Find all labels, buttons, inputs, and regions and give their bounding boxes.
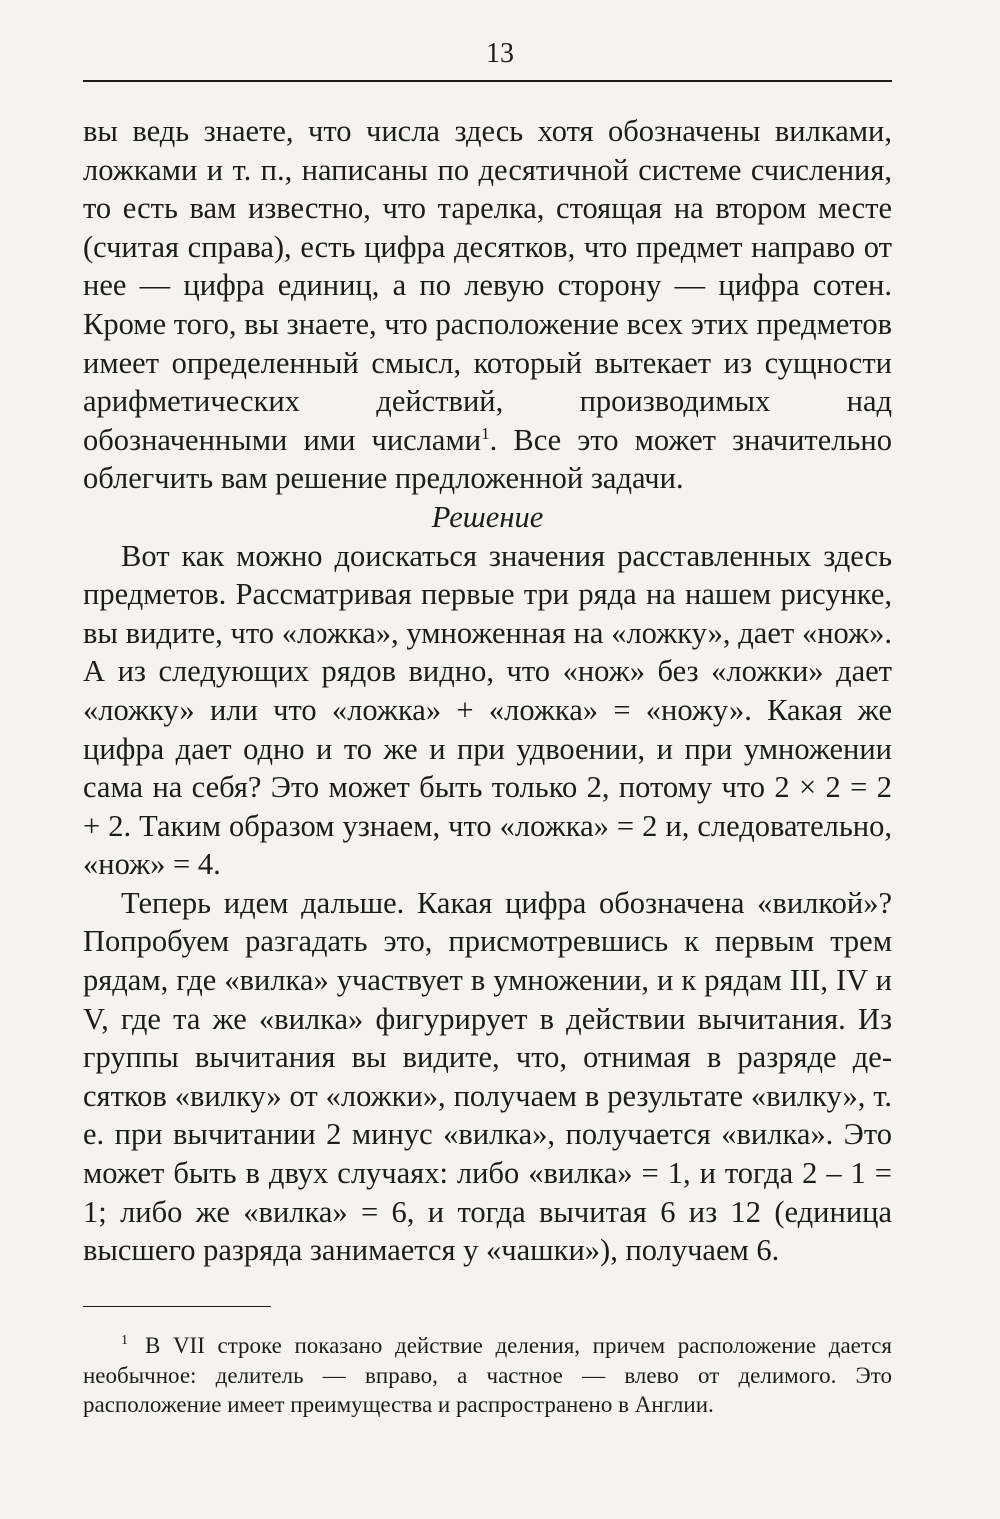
footnote-reference[interactable]: 1: [481, 423, 490, 443]
section-heading: Решение: [431, 499, 544, 534]
footnote: [83, 1326, 892, 1420]
header-rule: [83, 80, 892, 82]
paragraph-text: . Все это может значительно облегчить вам решение предложенной задачи.: [83, 422, 892, 496]
paragraph-continued: [83, 112, 892, 498]
body-text: [83, 112, 892, 1270]
footnote-paragraph: [83, 1326, 892, 1420]
paragraph: Вот как можно доискаться значения расставленных здесь предметов. Рассматривая первые три ряда на нашем рисунке, вы видите, что «ложка», умноженная на «ложку», дает «нож». А из следующих рядов видно, что «нож» без «ложки» дает «ложку» или что «ложка» + «ложка» = «ножу». Какая же цифра дает одно и то же и при удвоении, и при умножении сама на себя? Это может быть только 2, потому что 2 × 2 = 2 + 2. Таким образом узнаем, что «ложка» = 2 и, следовательно, «нож» = 4.: [83, 538, 892, 882]
footnote-rule: [83, 1306, 271, 1307]
footnote-text: В VII строке показано действие деления, причем расположение дается необычное: делитель — вправо, а частное — влево от делимого. Это расположение имеет преимущества и распространено в Англии.: [83, 1333, 892, 1417]
paragraph: Теперь идем дальше. Какая цифра обозначена «вилкой»? Попробуем разгадать это, присмотревшись к первым трем рядам, где «вилка» участвует в умножении, и к рядам III, IV и V, где та же «вилка» фигурирует в действии вычитания. Из группы вычитания вы видите, что, отнимая в разряде десятков «вилку» от «ложки», получаем в результате «вилку», т. е. при вычитании 2 минус «вилка», получается «вилка». Это может быть в двух случаях: либо «вилка» = 1, и тогда 2 – 1 = 1; либо же «вилка» = 6, и тогда вычитая 6 из 12 (единица высшего разряда занимается у «чашки»), получаем 6.: [83, 885, 892, 1268]
paragraph-text: вы ведь знаете, что числа здесь хотя обозначены вилками, ложками и т. п., написаны по десятичной системе счисления, то есть вам известно, что тарелка, стоящая на втором месте (считая справа), есть цифра десятков, что предмет направо от нее — цифра единиц, а по левую сторону — цифра сотен. Кроме того, вы знаете, что расположение всех этих предметов имеет определенный смысл, который вытекает из сущности арифметических действий, производимых над обозначенными ими числами: [83, 114, 892, 457]
footnote-marker: 1: [121, 1333, 128, 1348]
page-number: 13: [486, 38, 514, 69]
